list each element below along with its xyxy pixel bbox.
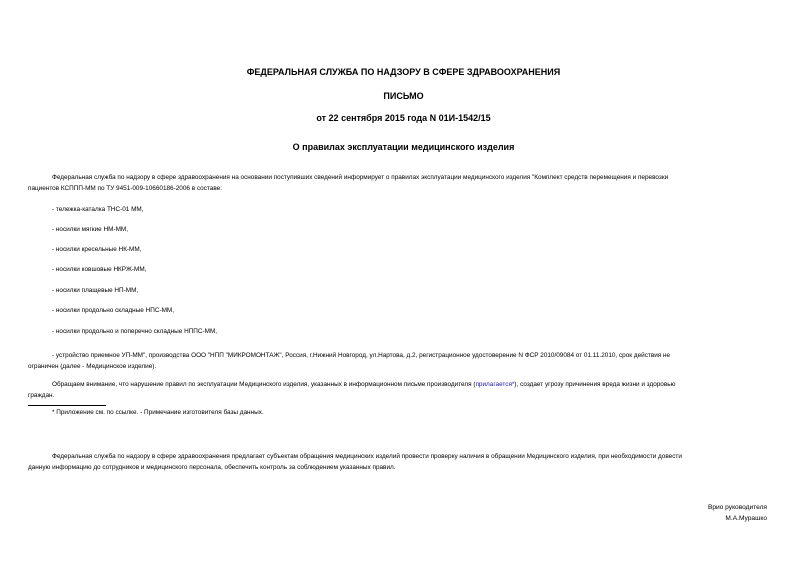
list-item: - носилки продольно и поперечно складные НППС-ММ, bbox=[52, 328, 218, 335]
attention-text-before: Обращаем внимание, что нарушение правил по эксплуатации Медицинского изделия, указанных в информационном письме производителя ( bbox=[52, 381, 476, 388]
intro-paragraph bbox=[28, 172, 768, 194]
proposal-line-1: Федеральная служба по надзору в сфере здравоохранения предлагает субъектам обращения медицинских изделий провести проверку наличия в обращении Медицинского изделия, при необходимости довести bbox=[52, 453, 682, 460]
document-subject: О правилах эксплуатации медицинского изделия bbox=[292, 142, 515, 152]
signatory-name: М.А.Мурашко bbox=[725, 515, 767, 522]
intro-line-2: пациентов КСППП-ММ по ТУ 9451-009-10660186-2006 в составе: bbox=[28, 185, 222, 192]
proposal-line-2: данную информацию до сотрудников и медицинского персонала, обеспечить контроль за соблюдением указанных правил. bbox=[28, 464, 396, 471]
device-paragraph bbox=[28, 350, 768, 372]
document-type: ПИСЬМО bbox=[383, 91, 424, 101]
list-item: - тележка-каталка ТНС-01 ММ, bbox=[52, 206, 144, 213]
device-line-1: - устройство приемное УП-ММ", производства ООО "НПП "МИКРОМОНТАЖ", Россия, г.Нижний Новгород, ул.Нартова, д.2, регистрационное удостоверение N ФСР 2010/09084 от 01.11.2010, срок действия не bbox=[52, 352, 671, 359]
list-item: - носилки продольно складные НПС-ММ, bbox=[52, 307, 175, 314]
footnote: * Приложение см. по ссылке. - Примечание изготовителя базы данных. bbox=[52, 409, 264, 416]
list-item: - носилки кресельные НК-ММ, bbox=[52, 246, 142, 253]
list-item: - носилки ковшовые НКРЖ-ММ, bbox=[52, 266, 147, 273]
proposal-paragraph bbox=[28, 451, 768, 473]
footnote-divider bbox=[28, 405, 106, 406]
attention-line-2: граждан. bbox=[28, 392, 55, 399]
device-line-2: ограничен (далее - Медицинское изделие). bbox=[28, 363, 157, 370]
list-item: - носилки мягкие НМ-ММ, bbox=[52, 226, 128, 233]
signatory-position: Врио руководителя bbox=[707, 504, 767, 511]
date-number: от 22 сентября 2015 года N 01И-1542/15 bbox=[316, 113, 491, 123]
intro-line-1: Федеральная служба по надзору в сфере здравоохранения на основании поступивших сведений информирует о правилах эксплуатации медицинского изделия "Комплект средств перемещения и перевозки bbox=[52, 174, 669, 181]
attachment-link[interactable]: прилагается* bbox=[475, 381, 515, 388]
agency-title: ФЕДЕРАЛЬНАЯ СЛУЖБА ПО НАДЗОРУ В СФЕРЕ ЗДРАВООХРАНЕНИЯ bbox=[246, 67, 561, 77]
attention-line-1 bbox=[28, 379, 768, 390]
attention-paragraph bbox=[28, 379, 768, 401]
attention-text-after: ), создает угрозу причинения вреда жизни и здоровью bbox=[514, 381, 676, 388]
list-item: - носилки плащевые НП-ММ, bbox=[52, 287, 139, 294]
